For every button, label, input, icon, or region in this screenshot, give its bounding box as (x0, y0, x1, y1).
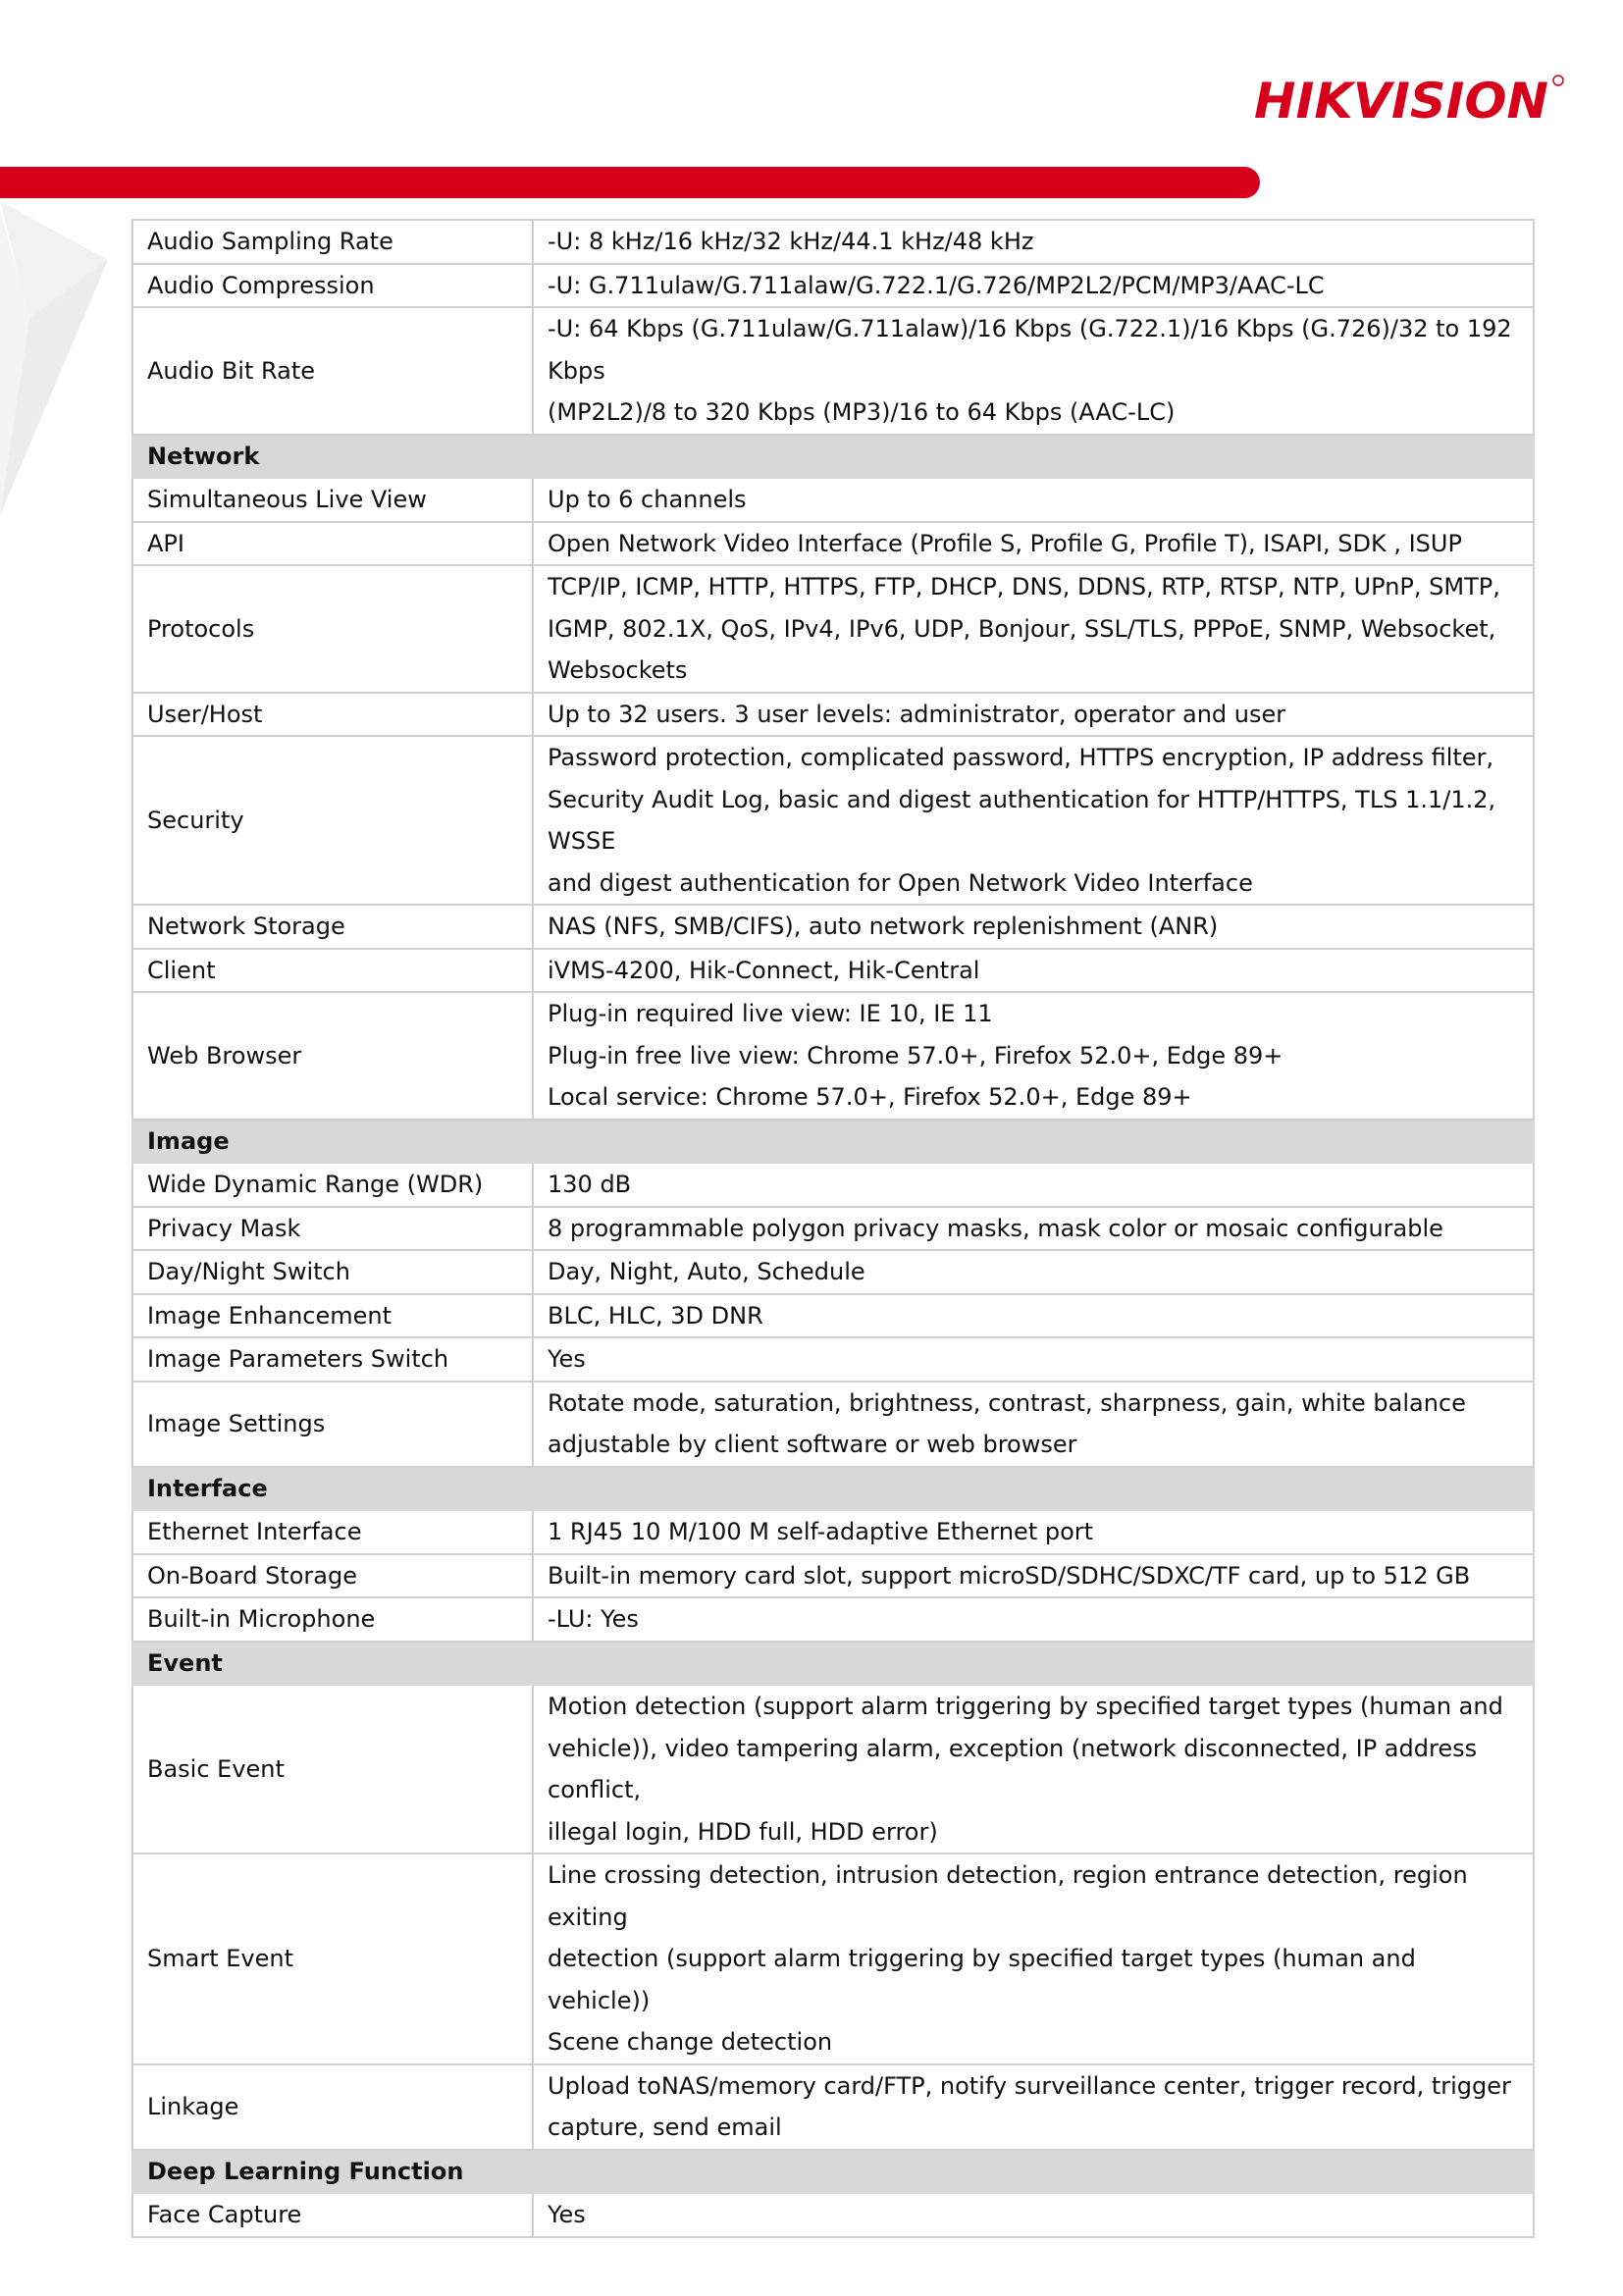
spec-value-line: -LU: Yes (548, 1605, 639, 1633)
spec-name: Built-in Microphone (132, 1597, 533, 1642)
spec-name: Audio Sampling Rate (132, 220, 533, 264)
spec-value-line: capture, send email (548, 2113, 782, 2141)
spec-row (132, 1597, 1534, 1642)
spec-row (132, 307, 1534, 435)
spec-value (533, 1554, 1534, 1598)
spec-row (132, 1853, 1534, 2064)
spec-value-line: Yes (548, 1345, 586, 1373)
spec-table-body (132, 220, 1534, 2237)
spec-value-line: Yes (548, 2201, 586, 2228)
section-title: Deep Learning Function (132, 2150, 1534, 2194)
spec-row (132, 992, 1534, 1120)
spec-value (533, 949, 1534, 993)
spec-value (533, 1207, 1534, 1251)
spec-row (132, 2064, 1534, 2150)
spec-value (533, 1853, 1534, 2064)
spec-name: Image Enhancement (132, 1294, 533, 1338)
spec-name: Web Browser (132, 992, 533, 1120)
spec-value (533, 2064, 1534, 2150)
watermark-graphic (0, 201, 128, 525)
spec-row (132, 2193, 1534, 2237)
spec-value-line: Plug-in required live view: IE 10, IE 11 (548, 1000, 993, 1027)
spec-value-line: (MP2L2)/8 to 320 Kbps (MP3)/16 to 64 Kbps (AAC-LC) (548, 398, 1176, 426)
spec-value (533, 1163, 1534, 1207)
spec-value (533, 693, 1534, 737)
spec-row (132, 220, 1534, 264)
spec-value-line: Security Audit Log, basic and digest authentication for HTTP/HTTPS, TLS 1.1/1.2, WSSE (548, 785, 1496, 855)
spec-name: Protocols (132, 565, 533, 693)
spec-name: Day/Night Switch (132, 1250, 533, 1294)
spec-value (533, 1597, 1534, 1642)
spec-value (533, 307, 1534, 435)
spec-value-line: Plug-in free live view: Chrome 57.0+, Firefox 52.0+, Edge 89+ (548, 1041, 1283, 1070)
spec-value (533, 565, 1534, 693)
spec-name: Basic Event (132, 1685, 533, 1853)
spec-value-line: illegal login, HDD full, HDD error) (548, 1817, 938, 1846)
spec-value (533, 2193, 1534, 2237)
section-header-row (132, 2150, 1534, 2194)
spec-row (132, 565, 1534, 693)
spec-name: Image Parameters Switch (132, 1337, 533, 1382)
spec-row (132, 1382, 1534, 1467)
spec-row (132, 905, 1534, 949)
spec-value-line: -U: G.711ulaw/G.711alaw/G.722.1/G.726/MP2L2/PCM/MP3/AAC-LC (548, 271, 1325, 299)
spec-value (533, 522, 1534, 566)
header-red-bar (0, 167, 1260, 198)
spec-value (533, 905, 1534, 949)
spec-row (132, 1250, 1534, 1294)
spec-value-line: Built-in memory card slot, support microSD/SDHC/SDXC/TF card, up to 512 GB (548, 1561, 1471, 1590)
spec-value-line: Password protection, complicated password, HTTPS encryption, IP address filter, (548, 744, 1494, 771)
spec-value (533, 1337, 1534, 1382)
spec-value-line: Open Network Video Interface (Profile S, Profile G, Profile T), ISAPI, SDK , ISUP (548, 529, 1462, 557)
hikvision-logo-text: HIKVISION (1254, 73, 1548, 128)
spec-value (533, 1382, 1534, 1467)
spec-value-line: 1 RJ45 10 M/100 M self-adaptive Ethernet port (548, 1518, 1094, 1545)
spec-value-line: 130 dB (548, 1171, 632, 1198)
spec-value-line: BLC, HLC, 3D DNR (548, 1301, 763, 1330)
spec-name: Audio Compression (132, 264, 533, 308)
spec-name: Ethernet Interface (132, 1510, 533, 1554)
spec-row (132, 264, 1534, 308)
section-header-row (132, 1120, 1534, 1164)
spec-value (533, 1510, 1534, 1554)
spec-value-line: Up to 6 channels (548, 486, 747, 513)
section-header-row (132, 1642, 1534, 1686)
spec-value-line: 8 programmable polygon privacy masks, mask color or mosaic configurable (548, 1214, 1443, 1242)
spec-row (132, 736, 1534, 905)
spec-row (132, 949, 1534, 993)
spec-value-line: vehicle)), video tampering alarm, exception (network disconnected, IP address conflict, (548, 1734, 1478, 1803)
spec-value-line: IGMP, 802.1X, QoS, IPv4, IPv6, UDP, Bonjour, SSL/TLS, PPPoE, SNMP, Websocket, (548, 614, 1496, 643)
spec-value-line: TCP/IP, ICMP, HTTP, HTTPS, FTP, DHCP, DNS, DDNS, RTP, RTSP, NTP, UPnP, SMTP, (548, 573, 1500, 600)
spec-value-line: detection (support alarm triggering by specified target types (human and vehicle)) (548, 1945, 1416, 2014)
spec-value-line: Day, Night, Auto, Schedule (548, 1258, 865, 1285)
spec-row (132, 1685, 1534, 1853)
spec-value (533, 736, 1534, 905)
spec-name: Linkage (132, 2064, 533, 2150)
spec-value-line: Rotate mode, saturation, brightness, contrast, sharpness, gain, white balance (548, 1388, 1466, 1417)
spec-value-line: -U: 8 kHz/16 kHz/32 kHz/44.1 kHz/48 kHz (548, 228, 1034, 255)
spec-value (533, 1250, 1534, 1294)
spec-name: Audio Bit Rate (132, 307, 533, 435)
section-title: Image (132, 1120, 1534, 1164)
spec-name: Network Storage (132, 905, 533, 949)
spec-name: Wide Dynamic Range (WDR) (132, 1163, 533, 1207)
spec-name: Privacy Mask (132, 1207, 533, 1251)
spec-name: Face Capture (132, 2193, 533, 2237)
spec-value-line: Motion detection (support alarm triggering by specified target types (human and (548, 1693, 1503, 1720)
spec-value (533, 478, 1534, 522)
spec-value-line: Upload toNAS/memory card/FTP, notify surveillance center, trigger record, trigger (548, 2071, 1511, 2100)
spec-value-line: Local service: Chrome 57.0+, Firefox 52.0+, Edge 89+ (548, 1083, 1192, 1111)
spec-row (132, 1510, 1534, 1554)
spec-value (533, 1685, 1534, 1853)
spec-name: Simultaneous Live View (132, 478, 533, 522)
spec-value-line: Up to 32 users. 3 user levels: administrator, operator and user (548, 700, 1286, 728)
hikvision-logo (1252, 71, 1566, 128)
spec-value-line: Websockets (548, 656, 688, 684)
spec-value-line: Scene change detection (548, 2028, 833, 2056)
spec-row (132, 478, 1534, 522)
section-header-row (132, 435, 1534, 479)
spec-value-line: NAS (NFS, SMB/CIFS), auto network replenishment (ANR) (548, 913, 1219, 940)
spec-row (132, 1294, 1534, 1338)
spec-value (533, 992, 1534, 1120)
spec-name: On-Board Storage (132, 1554, 533, 1598)
spec-name: Client (132, 949, 533, 993)
section-title: Event (132, 1642, 1534, 1686)
spec-value (533, 220, 1534, 264)
spec-value-line: adjustable by client software or web browser (548, 1431, 1077, 1458)
spec-value-line: -U: 64 Kbps (G.711ulaw/G.711alaw)/16 Kbps (G.722.1)/16 Kbps (G.726)/32 to 192 Kbps (548, 315, 1512, 385)
section-title: Interface (132, 1467, 1534, 1511)
spec-name: Smart Event (132, 1853, 533, 2064)
spec-value (533, 264, 1534, 308)
spec-row (132, 693, 1534, 737)
spec-value-line: and digest authentication for Open Network Video Interface (548, 868, 1253, 897)
section-header-row (132, 1467, 1534, 1511)
spec-name: User/Host (132, 693, 533, 737)
spec-name: Security (132, 736, 533, 905)
section-title: Network (132, 435, 1534, 479)
spec-row (132, 1554, 1534, 1598)
spec-value (533, 1294, 1534, 1338)
spec-row (132, 1207, 1534, 1251)
spec-value-line: iVMS-4200, Hik-Connect, Hik-Central (548, 956, 980, 984)
spec-row (132, 1337, 1534, 1382)
registered-mark-icon (1553, 76, 1563, 85)
spec-row (132, 522, 1534, 566)
spec-name: API (132, 522, 533, 566)
spec-table (131, 219, 1535, 2238)
spec-name: Image Settings (132, 1382, 533, 1467)
spec-row (132, 1163, 1534, 1207)
spec-value-line: Line crossing detection, intrusion detection, region entrance detection, region exiting (548, 1861, 1468, 1931)
